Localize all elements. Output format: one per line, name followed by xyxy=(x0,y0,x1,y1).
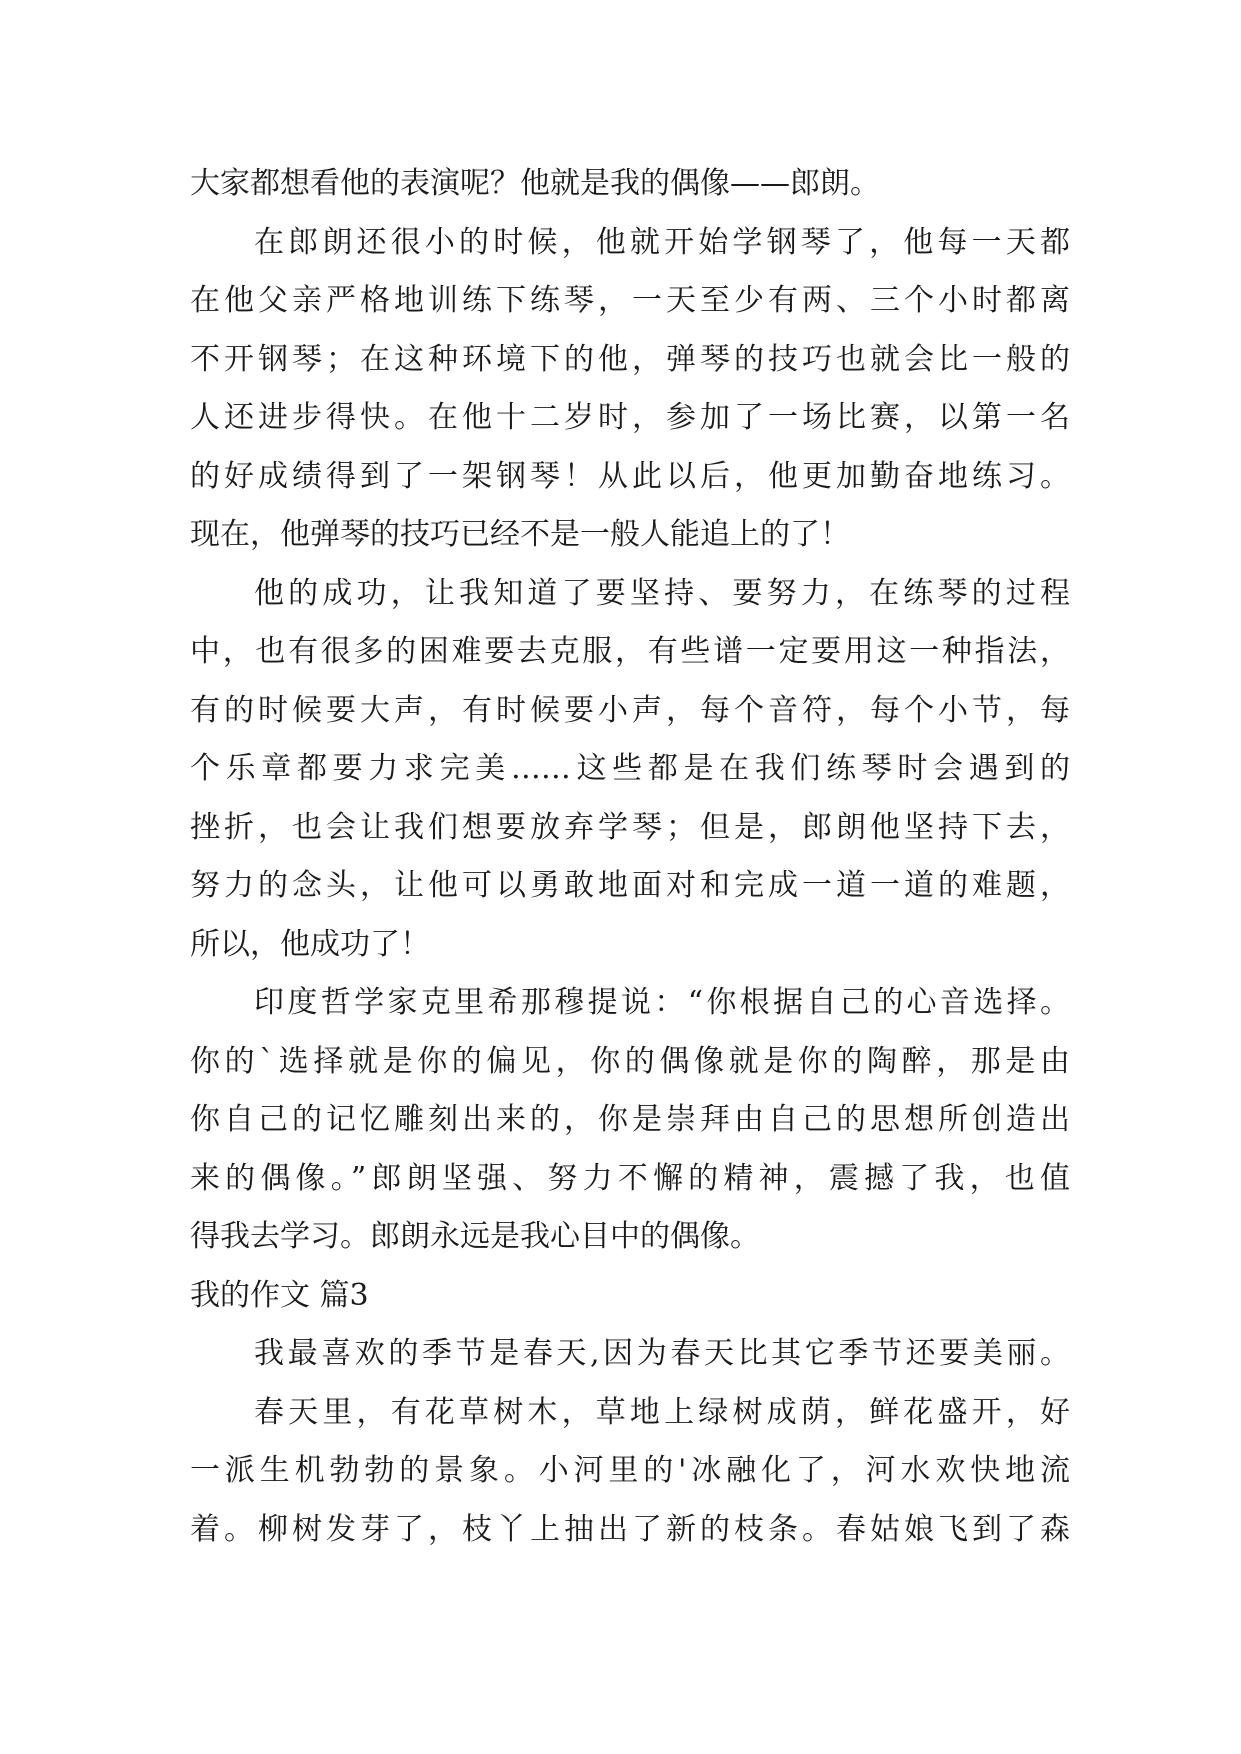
section-heading: 我的作文 篇3 xyxy=(190,1277,369,1313)
text-line: 努力的念头，让他可以勇敢地面对和完成一道一道的难题， xyxy=(190,868,1070,903)
text-line: 一派生机勃勃的景象。小河里的'冰融化了，河水欢快地流 xyxy=(190,1453,1070,1488)
document-page xyxy=(190,155,1070,1559)
text-line: 春天里，有花草树木，草地上绿树成荫，鲜花盛开，好 xyxy=(254,1394,1070,1430)
text-line: 所以，他成功了！ xyxy=(190,926,430,962)
text-line: 不开钢琴；在这种环境下的他，弹琴的技巧也就会比一般的 xyxy=(190,341,1070,377)
text-line: 我最喜欢的季节是春天,因为春天比其它季节还要美丽。 xyxy=(254,1336,1070,1371)
text-line: 个乐章都要力求完美……这些都是在我们练琴时会遇到的 xyxy=(190,751,1070,786)
text-line: 在郎朗还很小的时候，他就开始学钢琴了，他每一天都 xyxy=(254,224,1070,260)
text-line: 人还进步得快。在他十二岁时，参加了一场比赛，以第一名 xyxy=(190,400,1070,435)
text-line: 的好成绩得到了一架钢琴！从此以后，他更加勤奋地练习。 xyxy=(190,458,1070,494)
text-line: 中，也有很多的困难要去克服，有些谱一定要用这一种指法， xyxy=(190,634,1070,669)
text-line: 挫折，也会让我们想要放弃学琴；但是，郎朗他坚持下去， xyxy=(190,809,1070,845)
text-line: 他的成功，让我知道了要坚持、要努力，在练琴的过程 xyxy=(254,575,1070,611)
text-line: 大家都想看他的表演呢？他就是我的偶像——郎朗。 xyxy=(190,166,880,201)
text-line: 有的时候要大声，有时候要小声，每个音符，每个小节，每 xyxy=(190,692,1070,728)
text-line: 在他父亲严格地训练下练琴，一天至少有两、三个小时都离 xyxy=(190,283,1070,318)
text-line: 着。柳树发芽了，枝丫上抽出了新的枝条。春姑娘飞到了森 xyxy=(190,1511,1070,1547)
text-line: 现在，他弹琴的技巧已经不是一般人能追上的了！ xyxy=(190,517,850,552)
text-line: 印度哲学家克里希那穆提说：“你根据自己的心音选择。 xyxy=(254,985,1070,1020)
text-line: 你的`选择就是你的偏见，你的偶像就是你的陶醉，那是由 xyxy=(190,1043,1070,1079)
text-line: 得我去学习。郎朗永远是我心目中的偶像。 xyxy=(190,1219,760,1254)
text-line: 来的偶像。”郎朗坚强、努力不懈的精神，震撼了我，也值 xyxy=(190,1160,1070,1196)
text-line: 你自己的记忆雕刻出来的，你是崇拜由自己的思想所创造出 xyxy=(190,1102,1070,1137)
